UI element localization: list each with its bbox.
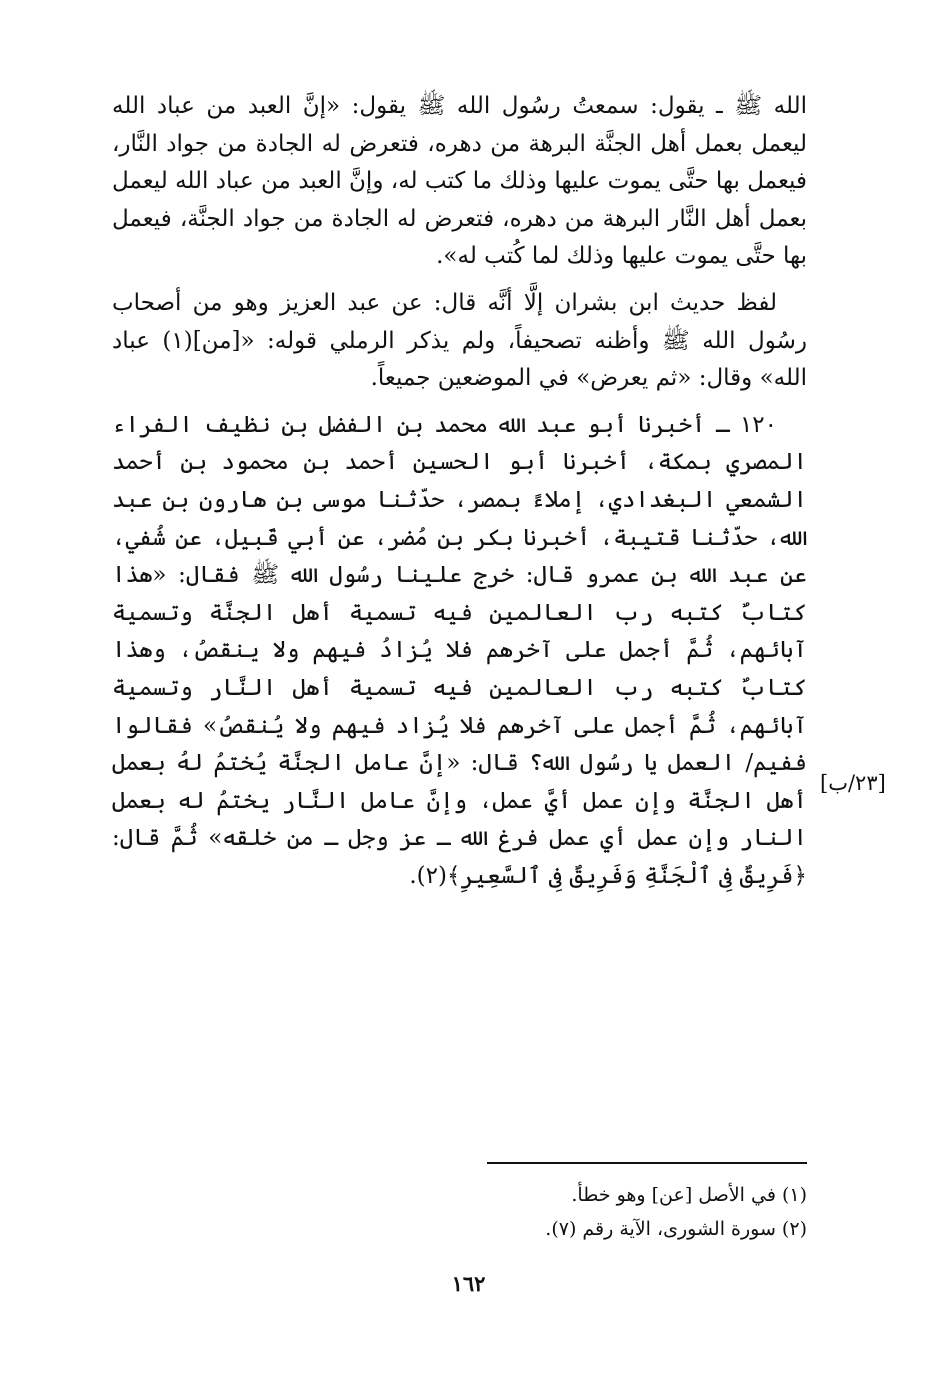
paragraph-hadith-continuation: الله ﷺ ـ يقول: سمعتُ رسُول الله ﷺ يقول: «إنَّ العبد من عباد الله ليعمل بعمل أهل الجنَّة البرهة من دهره، فتعرض له الجادة من جواد النَّار، فيعمل بها حتَّى يموت عليها وذلك ما كتب له، وإنَّ العبد من عباد الله ليعمل بعمل أهل النَّار البرهة من دهره، فتعرض له الجادة من جواد الجنَّة، فيعمل بها حتَّى يموت عليها وذلك لما كُتب له». [112, 93, 807, 270]
manuscript-folio-marker: [٢٣/ب] [820, 771, 886, 795]
footnote-2: (٢) سورة الشورى، الآية رقم (٧). [545, 1218, 807, 1240]
footnotes [300, 1178, 807, 1246]
main-text [112, 88, 807, 904]
footnote-divider [487, 1162, 807, 1164]
paragraph-hadith-120: ١٢٠ ـ أخبرنا أبو عبد الله محمد بن الفضل بن نظيف الفراء المصري بمكة، أخبرنا أبو الحسين أحمد بن محمود بن أحمد الشمعي البغدادي، إملاءً بمصر، حدّثنا موسى بن هارون بن عبد الله، حدّثنا قتيبة، أخبرنا بكر بن مُضر، عن أبي قَبيل، عن شُفي، عن عبد الله بن عمرو قال: خرج علينا رسُول الله ﷺ فقال: «هذا كتابٌ كتبه رب العالمين فيه تسمية أهل الجنَّة وتسمية آبائهم، ثُمَّ أجمل على آخرهم فلا يُزادُ فيهم ولا ينقصُ، وهذا كتابٌ كتبه رب العالمين فيه تسمية أهل النَّار وتسمية آبائهم، ثُمَّ أجمل على آخرهم فلا يُزاد فيهم ولا يُنقصُ» فقالوا ففيم/ العمل يا رسُول الله؟ قال: «إنَّ عامل الجنَّة يُختمُ لهُ بعمل أهل الجنَّة وإن عمل أيَّ عمل، وإنَّ عامل النَّار يختمُ له بعمل النار وإن عمل أي عمل فرغ الله ـ عز وجل ـ من خلقه» ثُمَّ قال: ﴿فَرِيقٌ فِى ٱلْجَنَّةِ وَفَرِيقٌ فِى ٱلسَّعِيرِ﴾(٢). [112, 411, 807, 889]
paragraph-commentary: لفظ حديث ابن بشران إلَّا أنَّه قال: عن عبد العزيز وهو من أصحاب رسُول الله ﷺ وأظنه تصحيفاً، ولم يذكر الرملي قوله: «[من](١) عباد الله» وقال: «ثم يعرض» في الموضعين جميعاً. [112, 289, 807, 392]
page-number: ١٦٢ [451, 1271, 486, 1296]
footnote-1: (١) في الأصل [عن] وهو خطأ. [571, 1184, 807, 1206]
